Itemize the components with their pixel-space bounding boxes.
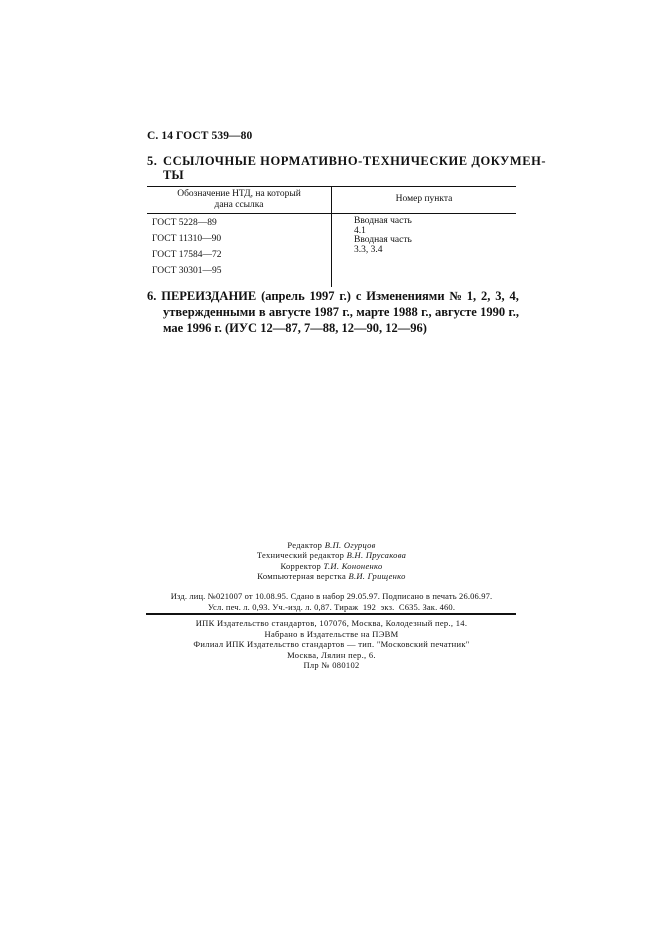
credit-role: Редактор <box>287 540 323 550</box>
credit-name: В.И. Грищенко <box>348 570 406 581</box>
credit-name: В.Н. Прусакова <box>346 550 407 561</box>
word: 1997 <box>309 289 335 303</box>
table-body-row <box>147 214 516 288</box>
section-5-number: 5. <box>147 154 158 168</box>
clause-item: Вводная часть <box>354 216 412 226</box>
word: ПЕРЕИЗДАНИЕ <box>161 289 257 303</box>
word: 1988 <box>392 305 418 319</box>
reissue-line-2 <box>147 304 519 320</box>
word: августе <box>268 305 311 319</box>
printer-line: Набрано в Издательстве на ПЭВМ <box>264 628 399 639</box>
table-header-row <box>147 187 516 214</box>
word: в <box>258 305 266 319</box>
word: 1987 <box>314 305 340 319</box>
word: № <box>449 289 462 303</box>
word: с <box>355 289 362 303</box>
reissue-line-1 <box>147 288 519 304</box>
section-5-title <box>147 154 547 182</box>
credit-line <box>147 561 516 571</box>
section-5-title-line1: ССЫЛОЧНЫЕ НОРМАТИВНО-ТЕХНИЧЕСКИЕ ДОКУМЕН- <box>163 154 547 168</box>
printer-line: Плр № 080102 <box>303 660 360 670</box>
divider-rule <box>146 613 516 615</box>
credit-role: Компьютерная верстка <box>257 570 347 581</box>
word: марте <box>356 305 390 319</box>
designations-cell <box>147 214 332 288</box>
credit-role: Технический редактор <box>256 550 345 561</box>
header-line: дана ссылка <box>214 199 264 210</box>
section-6-reissue <box>147 288 519 336</box>
word: 3, <box>495 289 505 303</box>
pubinfo-line: Усл. печ. л. 0,93. Уч.-изд. л. 0,87. Тираж 192 экз. С635. Зак. 460. <box>207 601 456 612</box>
clause-item: 3.3, 3.4 <box>354 244 383 255</box>
column-header-clause-number: Номер пункта <box>395 194 453 205</box>
word: (апрель <box>261 289 305 303</box>
designation-item: ГОСТ 11310—90 <box>152 234 222 244</box>
credit-line <box>147 540 516 550</box>
header-line: Обозначение НТД, на который <box>177 189 301 199</box>
column-header-designation <box>147 187 332 214</box>
publication-info <box>147 591 516 612</box>
printer-line: Филиал ИПК Издательство стандартов — тип. "Московский печатник" <box>193 639 470 649</box>
word: утвержденными <box>163 305 256 319</box>
pubinfo-line: Изд. лиц. №021007 от 10.08.95. Сдано в набор 29.05.97. Подписано в печать 26.06.97. <box>170 591 493 601</box>
word: г., <box>342 305 353 319</box>
clauses-cell <box>332 214 517 288</box>
section-6-number: 6. <box>147 289 157 303</box>
word: августе <box>434 305 477 319</box>
credit-role: Корректор <box>280 560 322 571</box>
word: г., <box>421 305 432 319</box>
page-header: С. 14 ГОСТ 539—80 <box>147 130 253 142</box>
credit-name: В.П. Огурцов <box>324 540 376 550</box>
editorial-credits <box>147 540 516 581</box>
designation-item: ГОСТ 17584—72 <box>152 250 222 260</box>
credit-line <box>147 550 516 560</box>
word: 1990 <box>480 305 506 319</box>
printer-line: ИПК Издательство стандартов, 107076, Москва, Колодезный пер., 14. <box>195 618 468 628</box>
clause-item: Вводная часть <box>354 235 412 245</box>
word: 2, <box>481 289 491 303</box>
designation-item: ГОСТ 30301—95 <box>152 266 222 276</box>
printer-line: Москва, Лялин пер., 6. <box>287 649 376 660</box>
word: 1, <box>466 289 477 303</box>
section-5-title-line2: ТЫ <box>163 168 184 182</box>
reissue-line-3: мае 1996 г. (ИУС 12—87, 7—88, 12—90, 12—96) <box>163 321 427 335</box>
credit-line <box>147 571 516 581</box>
printer-info <box>147 618 516 671</box>
reference-documents-table <box>147 186 516 287</box>
word: г., <box>508 305 519 319</box>
clause-item: 4.1 <box>354 225 366 236</box>
word: г.) <box>339 289 351 303</box>
word: 4, <box>509 289 519 303</box>
designation-item: ГОСТ 5228—89 <box>152 218 217 228</box>
credit-name: Т.И. Кононенко <box>323 560 383 571</box>
word: Изменениями <box>366 289 445 303</box>
